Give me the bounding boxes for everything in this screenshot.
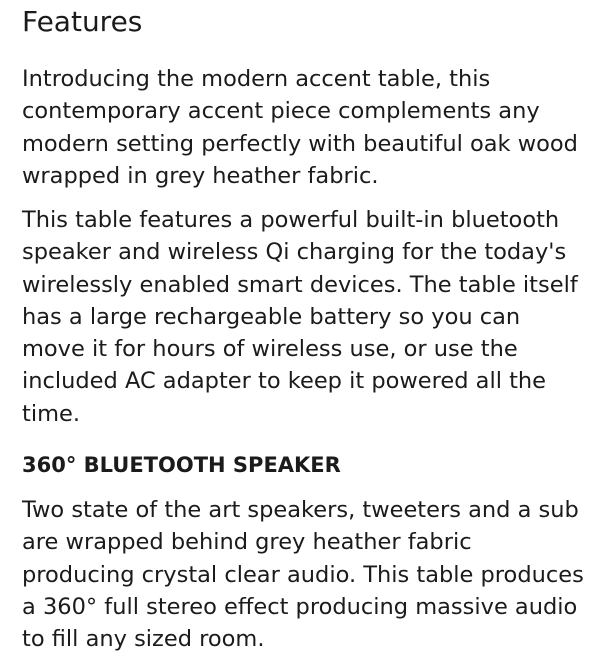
speaker-subheading: 360° BLUETOOTH SPEAKER (22, 453, 341, 477)
features-paragraph: This table features a powerful built-in bluetooth speaker and wireless Qi charging for the today's wirelessly enabled smart devices. The table itself has a large rechargeable battery so you can move it for hours of wireless use, or use the included AC adapter to keep it powered all the time. (22, 207, 578, 427)
section-title: Features (22, 5, 143, 38)
speaker-paragraph: Two state of the art speakers, tweeters and a sub are wrapped behind grey heather fabric producing crystal clear audio. This table produces a 360° full stereo effect producing massive audio to fill any sized room. (22, 497, 584, 653)
intro-paragraph: Introducing the modern accent table, this contemporary accent piece complements any modern setting perfectly with beautiful oak wood wrapped in grey heather fabric. (22, 66, 578, 189)
